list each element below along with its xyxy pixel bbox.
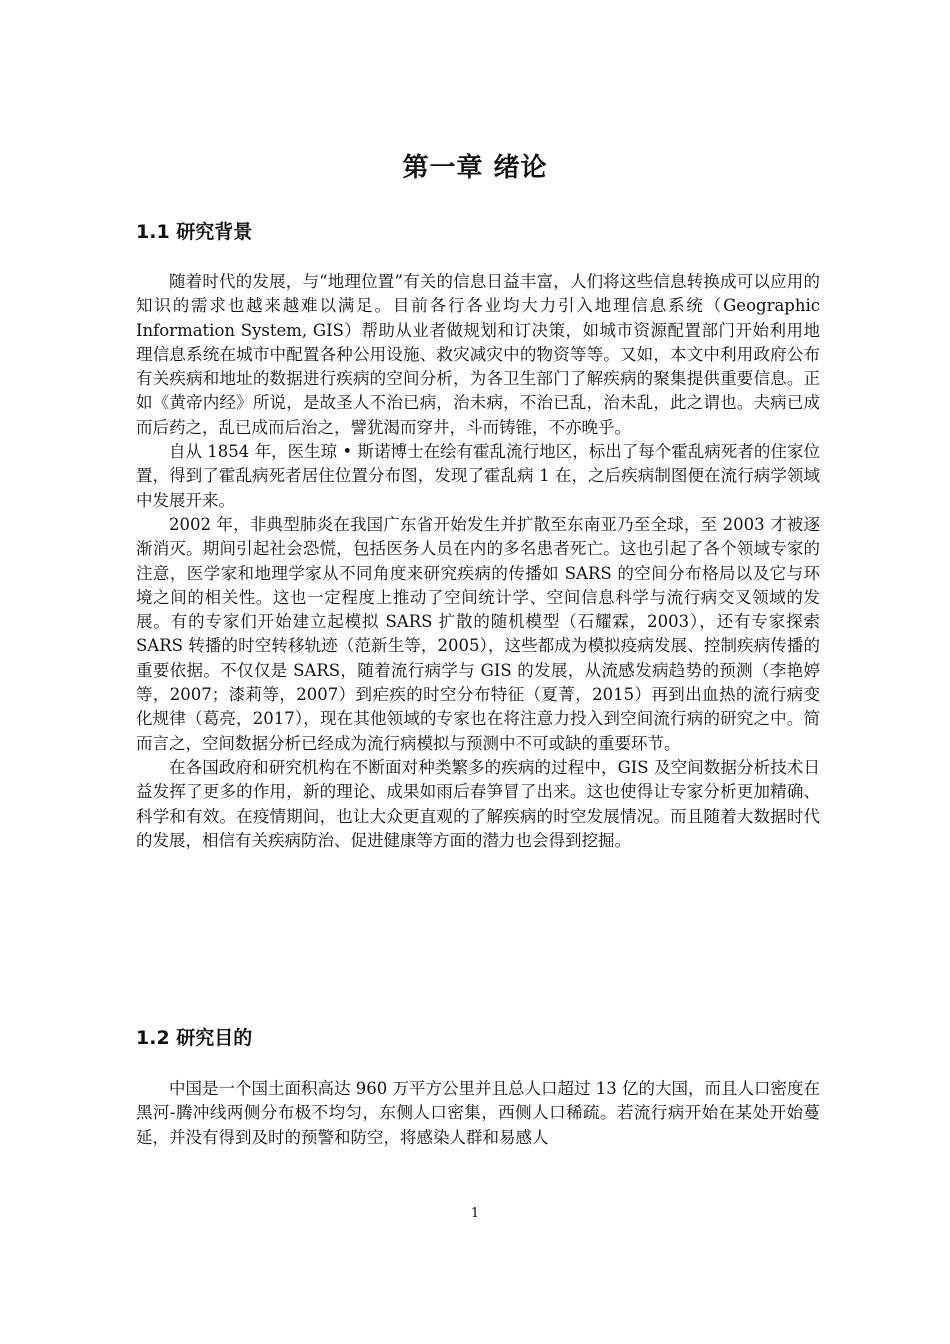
paragraph: 2002 年，非典型肺炎在我国广东省开始发生并扩散至东南亚乃至全球，至 2003 才被逐渐消灭。期间引起社会恐慌，包括医务人员在内的多名患者死亡。这也引起了各个领域专家的注意，医学家和地理学家从不同角度来研究疾病的传播如 SARS 的空间分布格局以及它与环境之间的相关性。这也一定程度上推动了空间统计学、空间信息科学与流行病交叉领域的发展。有的专家们开始建立起模拟 SARS 扩散的随机模型（石耀霖，2003），还有专家探索 SARS 转播的时空转移轨迹（范新生等，2005），这些都成为模拟疫病发展、控制疾病传播的重要依据。不仅仅是 SARS，随着流行病学与 GIS 的发展，从流感发病趋势的预测（李艳婷等，2007；漆莉等，2007）到疟疾的时空分布特征（夏菁，2015）再到出血热的流行病变化规律（葛亮，2017），现在其他领域的专家也在将注意力投入到空间流行病的研究之中。简而言之，空间数据分析已经成为流行病模拟与预测中不可或缺的重要环节。 [136,514,820,753]
paragraph: 在各国政府和研究机构在不断面对种类繁多的疾病的过程中，GIS 及空间数据分析技术日益发挥了更多的作用，新的理论、成果如雨后春笋冒了出来。这也使得让专家分析更加精确、科学和有效。在疫情期间，也让大众更直观的了解疾病的时空发展情况。而且随着大数据时代的发展，相信有关疾病防治、促进健康等方面的潜力也会得到挖掘。 [136,757,820,850]
section-heading-purpose: 1.2 研究目的 [136,1027,253,1049]
page-number: 1 [470,1206,480,1221]
section-body-purpose [136,1077,820,1150]
chapter-title: 第一章 绪论 [402,153,548,183]
section-body-background [136,270,820,853]
paragraph: 自从 1854 年，医生琼 • 斯诺博士在绘有霍乱流行地区，标出了每个霍乱病死者的住家位置，得到了霍乱病死者居住位置分布图，发现了霍乱病 1 在，之后疾病制图便在流行病学领域中发展开来。 [136,442,820,510]
section-heading-background: 1.1 研究背景 [136,221,253,243]
paragraph: 随着时代的发展，与“地理位置”有关的信息日益丰富，人们将这些信息转换成可以应用的知识的需求也越来越难以满足。目前各行各业均大力引入地理信息系统（Geographic Information System, GIS）帮助从业者做规划和订决策，如城市资源配置部门开始利用地理信息系统在城市中配置各种公用设施、救灾减灾中的物资等等。又如，本文中利用政府公布有关疾病和地址的数据进行疾病的空间分析，为各卫生部门了解疾病的聚集提供重要信息。正如《黄帝内经》所说，是故圣人不治已病，治未病，不治已乱，治未乱，此之谓也。夫病已成而后药之，乱已成而后治之，譬犹渴而穿井，斗而铸锥，不亦晚乎。 [136,272,820,437]
paragraph: 中国是一个国土面积高达 960 万平方公里并且总人口超过 13 亿的大国，而且人口密度在黑河-腾冲线两侧分布极不均匀，东侧人口密集，西侧人口稀疏。若流行病开始在某处开始蔓延，并没有得到及时的预警和防空，将感染人群和易感人 [136,1079,820,1147]
